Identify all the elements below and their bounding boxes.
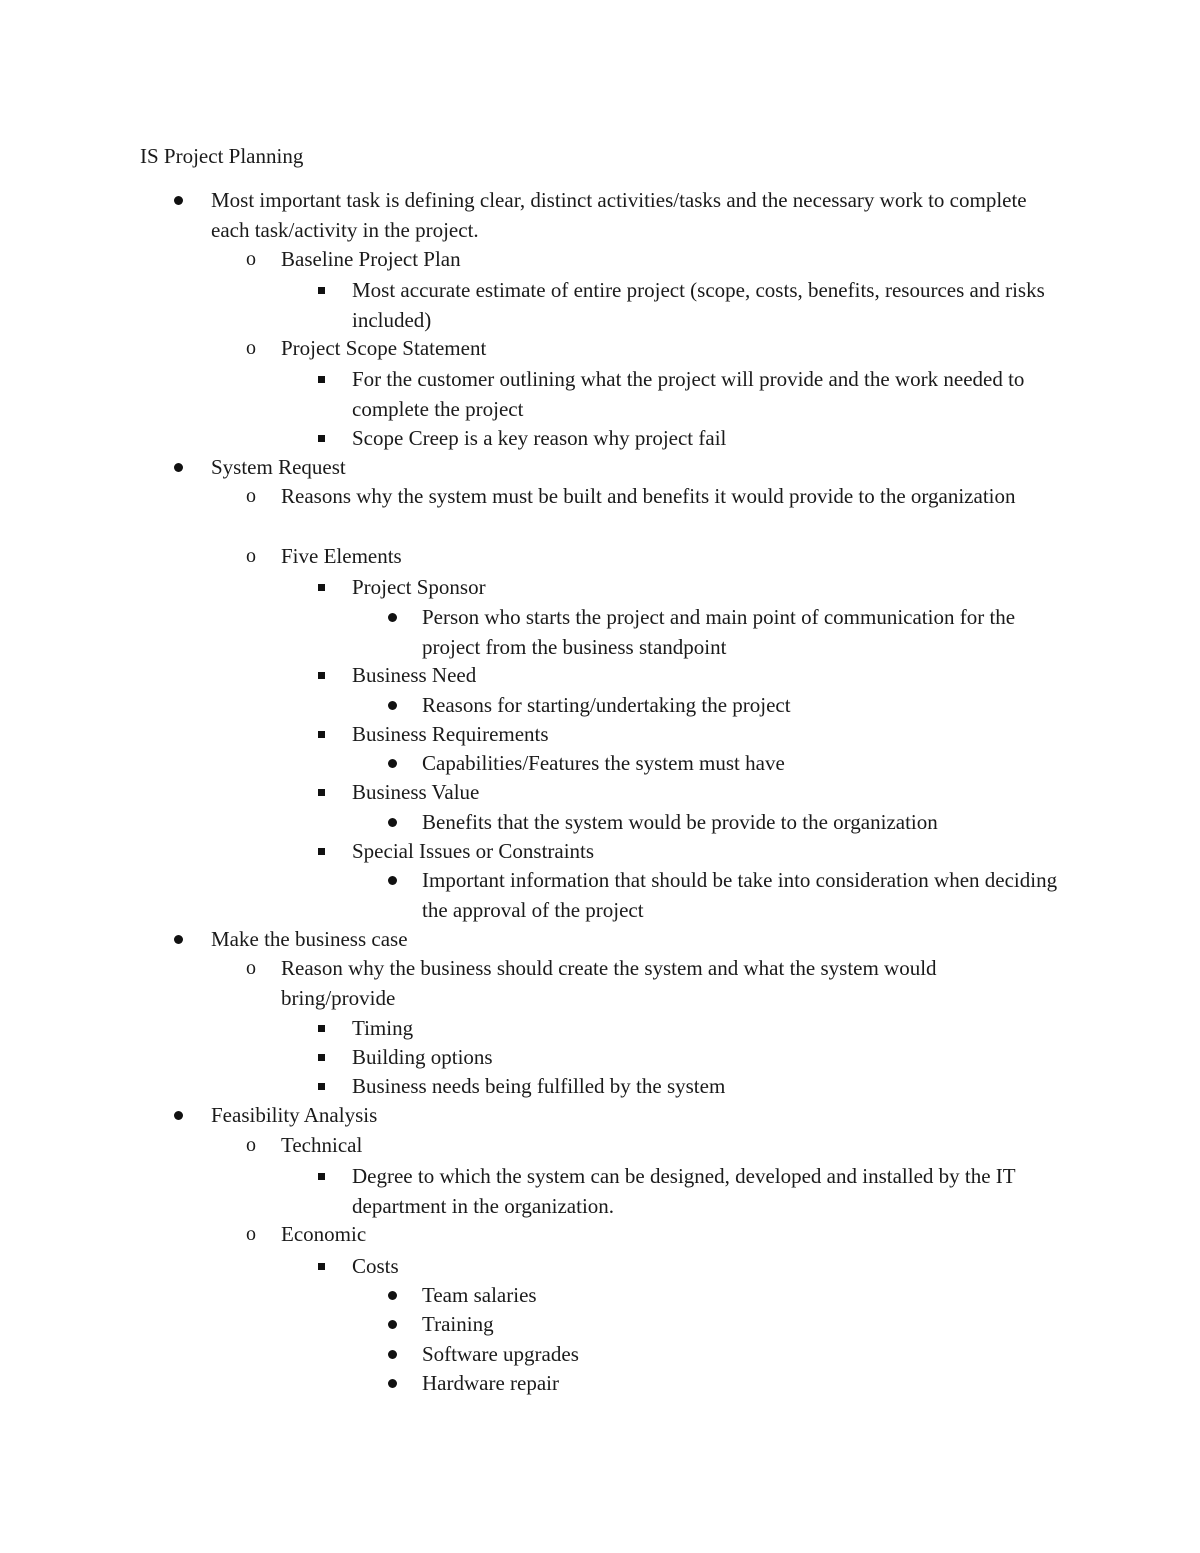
list-item: Make the business case [211,927,408,951]
bullet-dot-icon [174,925,183,955]
list-item: Training [422,1312,494,1336]
list-item: Important information that should be take into consideration when deciding the approval of the project [422,868,1058,922]
bullet-circle-icon: o [246,248,256,270]
list-item: Five Elements [281,544,402,568]
list-item: Scope Creep is a key reason why project fail [352,426,727,450]
bullet-square-icon [318,720,325,750]
bullet-dot-icon [388,1369,397,1399]
bullet-dot-icon [388,1340,397,1370]
list-item: Software upgrades [422,1342,579,1366]
bullet-dot-icon [388,691,397,721]
list-item: Reason why the business should create the system and what the system would bring/provide [281,956,937,1010]
list-item: Reasons for starting/undertaking the project [422,693,791,717]
list-item: Costs [352,1254,399,1278]
bullet-circle-icon: o [246,545,256,567]
list-item: Economic [281,1222,367,1246]
bullet-dot-icon [388,1310,397,1340]
list-item: Reasons why the system must be built and benefits it would provide to the organization [281,484,1016,508]
bullet-dot-icon [174,186,183,216]
list-item: Feasibility Analysis [211,1103,378,1127]
list-item: Most important task is defining clear, distinct activities/tasks and the necessary work to complete each task/activity in the project. [211,188,1027,242]
list-item: Hardware repair [422,1371,559,1395]
list-item: Business Need [352,663,477,687]
bullet-square-icon [318,661,325,691]
bullet-square-icon [318,276,325,306]
list-item: Degree to which the system can be designed, developed and installed by the IT department in the organization. [352,1164,1016,1218]
list-item: Technical [281,1133,363,1157]
list-item: For the customer outlining what the project will provide and the work needed to complete the project [352,367,1025,421]
bullet-dot-icon [174,453,183,483]
bullet-circle-icon: o [246,485,256,507]
bullet-square-icon [318,1162,325,1192]
bullet-square-icon [318,1252,325,1282]
list-item: Most accurate estimate of entire project (scope, costs, benefits, resources and risks included) [352,278,1045,332]
list-item: System Request [211,455,346,479]
list-item: Benefits that the system would be provide to the organization [422,810,938,834]
bullet-dot-icon [174,1101,183,1131]
bullet-square-icon [318,365,325,395]
bullet-square-icon [318,1072,325,1102]
bullet-circle-icon: o [246,1134,256,1156]
bullet-dot-icon [388,749,397,779]
bullet-square-icon [318,1014,325,1044]
list-item: Team salaries [422,1283,537,1307]
bullet-square-icon [318,424,325,454]
bullet-square-icon [318,1043,325,1073]
bullet-dot-icon [388,808,397,838]
bullet-square-icon [318,837,325,867]
bullet-dot-icon [388,1281,397,1311]
list-item: Capabilities/Features the system must have [422,751,785,775]
bullet-dot-icon [388,603,397,633]
bullet-dot-icon [388,866,397,896]
list-item: Baseline Project Plan [281,247,461,271]
list-item: Project Sponsor [352,575,486,599]
list-item: Business Value [352,780,480,804]
bullet-square-icon [318,778,325,808]
list-item: Building options [352,1045,493,1069]
bullet-square-icon [318,573,325,603]
bullet-circle-icon: o [246,1223,256,1245]
list-item: Project Scope Statement [281,336,487,360]
bullet-circle-icon: o [246,337,256,359]
list-item: Business Requirements [352,722,549,746]
list-item: Timing [352,1016,414,1040]
list-item: Special Issues or Constraints [352,839,595,863]
list-item: Business needs being fulfilled by the system [352,1074,726,1098]
list-item: Person who starts the project and main point of communication for the project from the business standpoint [422,605,1016,659]
bullet-circle-icon: o [246,957,256,979]
document-title: IS Project Planning [140,144,304,168]
